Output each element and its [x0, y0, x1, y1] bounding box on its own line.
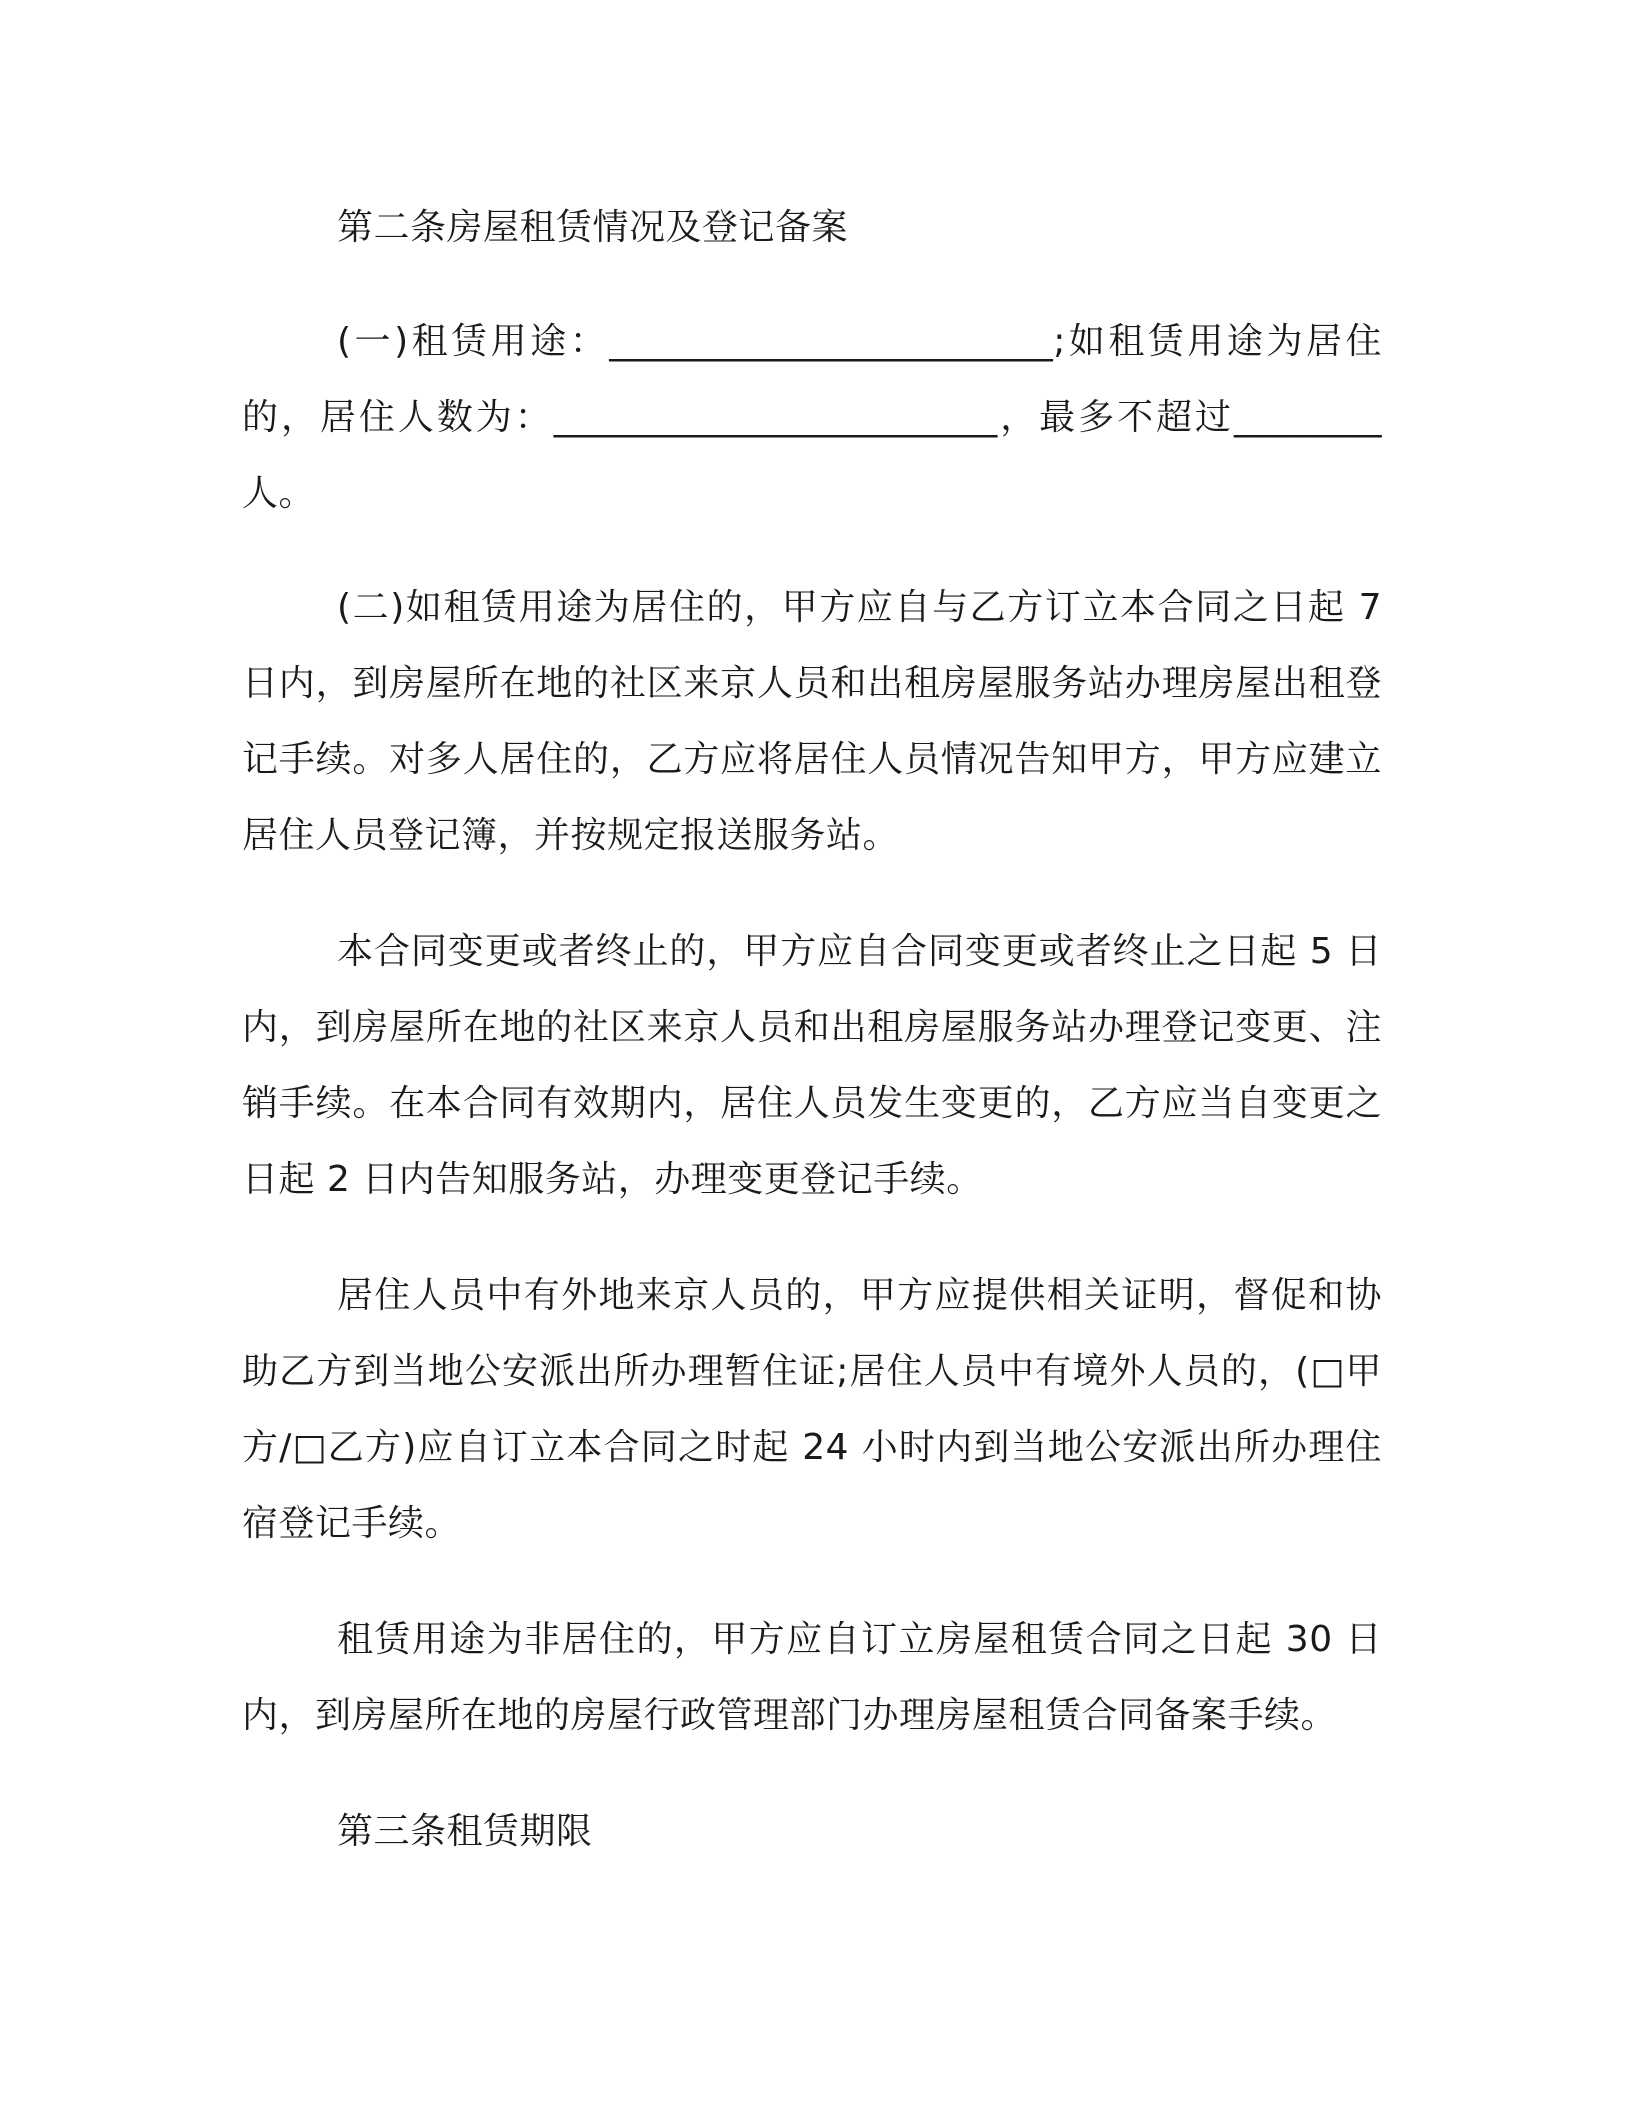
article-2-heading: 第二条房屋租赁情况及登记备案 [337, 207, 849, 248]
paragraph-lease-purpose: (一)租赁用途：________________________;如租赁用途为居住的，居住人数为：________________________，最多不超过________人。 [242, 321, 1382, 514]
article-3-heading: 第三条租赁期限 [337, 1811, 593, 1852]
paragraph-contract-change: 本合同变更或者终止的，甲方应自合同变更或者终止之日起 5 日内，到房屋所在地的社区来京人员和出租房屋服务站办理登记变更、注销手续。在本合同有效期内，居住人员发生变更的，乙方应当自变更之日起 2 日内告知服务站，办理变更登记手续。 [242, 931, 1382, 1200]
paragraph-residential-registration: (二)如租赁用途为居住的，甲方应自与乙方订立本合同之日起 7 日内，到房屋所在地的社区来京人员和出租房屋服务站办理房屋出租登记手续。对多人居住的，乙方应将居住人员情况告知甲方，甲方应建立居住人员登记簿，并按规定报送服务站。 [242, 587, 1382, 856]
document-body [242, 190, 1382, 1870]
paragraph-nonresidential-filing: 租赁用途为非居住的，甲方应自订立房屋租赁合同之日起 30 日内，到房屋所在地的房屋行政管理部门办理房屋租赁合同备案手续。 [242, 1619, 1382, 1736]
paragraph-nonlocal-residents: 居住人员中有外地来京人员的，甲方应提供相关证明，督促和协助乙方到当地公安派出所办理暂住证;居住人员中有境外人员的，(□甲方/□乙方)应自订立本合同之时起 24 小时内到当地公安派出所办理住宿登记手续。 [242, 1275, 1382, 1544]
